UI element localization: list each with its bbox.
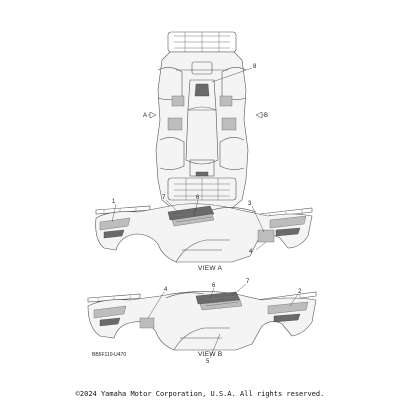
callout-b-7: 7 (246, 279, 250, 285)
view-a-label: VIEW A (198, 265, 223, 272)
part-code: BB5F110-U470 (92, 352, 127, 358)
callout-a-7: 7 (162, 195, 166, 201)
callout-b-5: 5 (206, 359, 210, 365)
callout-a-1: 1 (112, 199, 116, 205)
callout-a-6: 6 (196, 195, 200, 201)
view-arrow-b (256, 112, 268, 119)
callout-b-6: 6 (212, 283, 216, 289)
callout-a-3: 3 (248, 201, 252, 207)
callout-b-4: 4 (164, 287, 168, 293)
callout-b-2: 2 (298, 289, 302, 295)
view-arrow-a (143, 112, 156, 119)
atv-top-view (156, 32, 257, 208)
callout-top-8: 8 (253, 64, 257, 70)
callout-a-4: 4 (249, 249, 253, 255)
view-b-label: VIEW B (198, 351, 223, 358)
svg-text:A: A (143, 113, 148, 119)
copyright-notice: ©2024 Yamaha Motor Corporation, U.S.A. All rights reserved. (75, 390, 325, 398)
svg-text:B: B (264, 113, 269, 119)
view-a-side (96, 195, 312, 272)
